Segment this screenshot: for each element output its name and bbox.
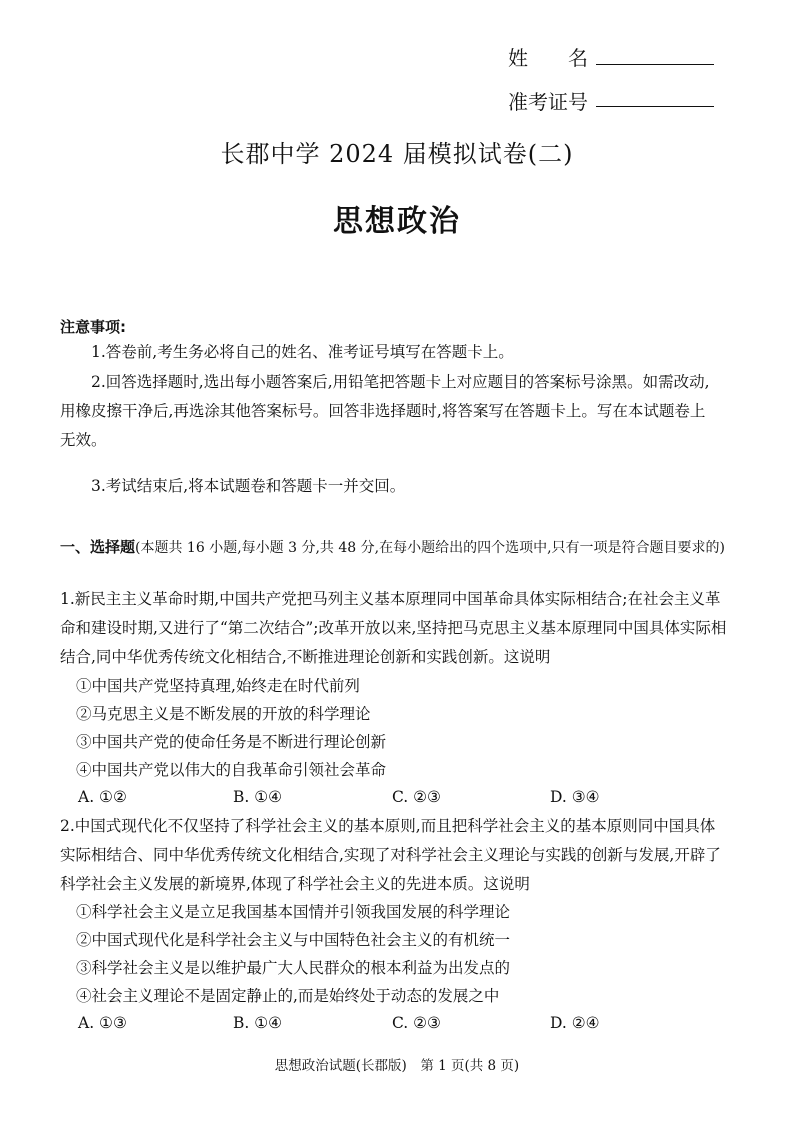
subject-title: 思想政治 [333, 204, 461, 239]
page-footer: 思想政治试题(长郡版) 第 1 页(共 8 页) [274, 1058, 520, 1074]
notice-item-1: 1.答卷前,考生务必将自己的姓名、准考证号填写在答题卡上。 [91, 343, 514, 361]
question-1-choice-b[interactable]: B. ①④ [233, 788, 283, 806]
name-field-line[interactable] [596, 64, 714, 65]
id-field-label: 准考证号 [508, 90, 588, 114]
question-1-option-4: ④中国共产党以伟大的自我革命引领社会革命 [76, 761, 387, 779]
section-description: (本题共 16 小题,每小题 3 分,共 48 分,在每小题给出的四个选项中,只有一项是符合题目要求的) [135, 540, 725, 556]
name-field-label: 姓 名 [508, 46, 588, 70]
question-1-option-3: ③中国共产党的使命任务是不断进行理论创新 [76, 733, 387, 751]
question-2-choice-b[interactable]: B. ①④ [233, 1014, 283, 1032]
question-2-option-1: ①科学社会主义是立足我国基本国情并引领我国发展的科学理论 [76, 903, 511, 921]
notice-item-2: 2.回答选择题时,选出每小题答案后,用铅笔把答题卡上对应题目的答案标号涂黑。如需改动,用橡皮擦干净后,再选涂其他答案标号。回答非选择题时,将答案写在答题卡上。写在本试题卷上无效。 [60, 373, 710, 449]
question-2-choice-d[interactable]: D. ②④ [550, 1014, 600, 1032]
section-title: 一、选择题 [60, 538, 136, 556]
question-2-option-2: ②中国式现代化是科学社会主义与中国特色社会主义的有机统一 [76, 931, 511, 949]
question-2-choice-a[interactable]: A. ①③ [78, 1014, 127, 1032]
notice-item-3: 3.考试结束后,将本试题卷和答题卡一并交回。 [91, 477, 406, 495]
question-1-stem: 1.新民主主义革命时期,中国共产党把马列主义基本原理同中国革命具体实际相结合;在社会主义革命和建设时期,又进行了“第二次结合”;改革开放以来,坚持把马克思主义基本原理同中国具体实际相结合,同中华优秀传统文化相结合,不断推进理论创新和实践创新。这说明 [60, 590, 727, 666]
question-2-option-3: ③科学社会主义是以维护最广大人民群众的根本利益为出发点的 [76, 959, 511, 977]
question-2-stem: 2.中国式现代化不仅坚持了科学社会主义的基本原则,而且把科学社会主义的基本原则同中国具体实际相结合、同中华优秀传统文化相结合,实现了对科学社会主义理论与实践的创新与发展,开辟了科学社会主义发展的新境界,体现了科学社会主义的先进本质。这说明 [60, 817, 721, 893]
id-field-line[interactable] [596, 106, 714, 107]
question-1-option-2: ②马克思主义是不断发展的开放的科学理论 [76, 705, 371, 723]
question-1-choice-a[interactable]: A. ①② [78, 788, 127, 806]
question-1-option-1: ①中国共产党坚持真理,始终走在时代前列 [76, 677, 360, 695]
question-2-choice-c[interactable]: C. ②③ [392, 1014, 441, 1032]
section-heading [60, 533, 725, 562]
notice-heading: 注意事项: [60, 318, 126, 336]
exam-title: 长郡中学 2024 届模拟试卷(二) [220, 140, 574, 168]
question-1-choice-d[interactable]: D. ③④ [550, 788, 600, 806]
question-2-option-4: ④社会主义理论不是固定静止的,而是始终处于动态的发展之中 [76, 987, 500, 1005]
question-1-choice-c[interactable]: C. ②③ [392, 788, 441, 806]
